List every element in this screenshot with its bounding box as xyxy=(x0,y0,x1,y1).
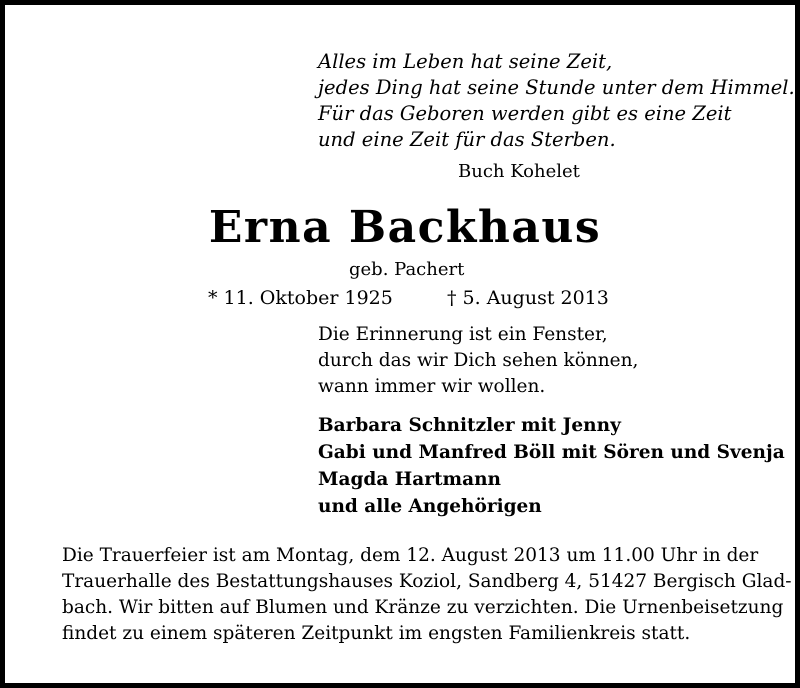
verse-line: jedes Ding hat seine Stunde unter dem Himmel. xyxy=(318,76,795,99)
memorial-quote xyxy=(318,322,638,400)
ceremony-details xyxy=(62,543,792,647)
maiden-name: geb. Pachert xyxy=(349,259,465,280)
mourner-line: Gabi und Manfred Böll mit Sören und Svenja xyxy=(318,442,785,463)
verse-source: Buch Kohelet xyxy=(458,161,580,182)
death-date: † 5. August 2013 xyxy=(447,287,609,309)
mourner-line: Magda Hartmann xyxy=(318,469,501,490)
mourner-line: Barbara Schnitzler mit Jenny xyxy=(318,415,621,436)
verse-line: Für das Geboren werden gibt es eine Zeit xyxy=(318,102,732,125)
ceremony-line: Die Trauerfeier ist am Montag, dem 12. August 2013 um 11.00 Uhr in der xyxy=(62,545,759,566)
ceremony-line: Trauerhalle des Bestattungshauses Koziol, Sandberg 4, 51427 Bergisch Glad- xyxy=(62,571,792,592)
birth-date: * 11. Oktober 1925 xyxy=(208,287,393,309)
verse-line: und eine Zeit für das Sterben. xyxy=(318,128,616,151)
ceremony-line: findet zu einem späteren Zeitpunkt im engsten Familienkreis statt. xyxy=(62,623,691,644)
mourner-line: und alle Angehörigen xyxy=(318,496,542,517)
deceased-name: Erna Backhaus xyxy=(208,202,602,253)
verse-line: Alles im Leben hat seine Zeit, xyxy=(318,50,613,73)
quote-line: durch das wir Dich sehen können, xyxy=(318,350,639,371)
quote-line: wann immer wir wollen. xyxy=(318,376,546,397)
ceremony-line: bach. Wir bitten auf Blumen und Kränze zu verzichten. Die Urnenbeisetzung xyxy=(62,597,784,618)
mourners-list xyxy=(318,412,785,520)
quote-line: Die Erinnerung ist ein Fenster, xyxy=(318,324,608,345)
bible-verse xyxy=(318,49,795,153)
